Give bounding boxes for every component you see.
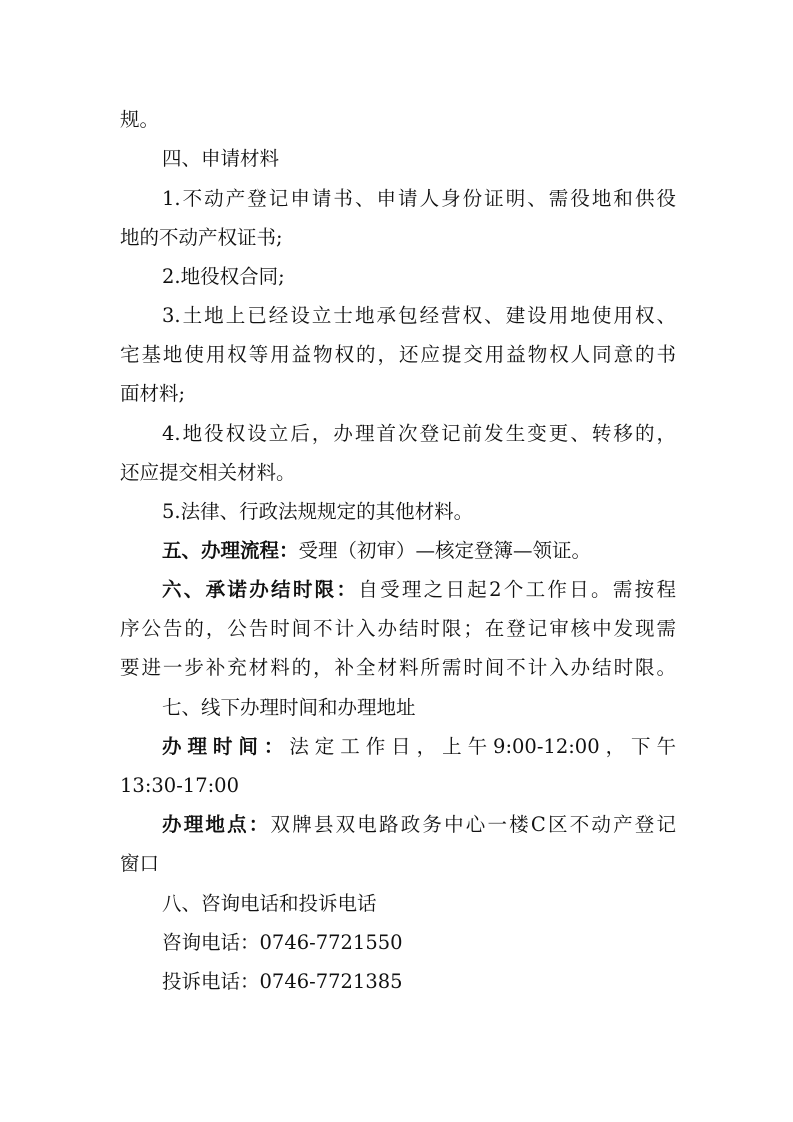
office-location-line-2: 窗口 xyxy=(120,852,160,875)
material-item-1-line-1: 1.不动产登记申请书、申请人身份证明、需役地和供役 xyxy=(162,187,676,210)
process-heading: 五、办理流程： xyxy=(162,539,299,562)
section-process xyxy=(162,541,676,561)
section-time-limit-line-2: 序公告的，公告时间不计入办结时限；在登记审核中发现需 xyxy=(120,617,676,640)
complaint-phone: 投诉电话：0746-7721385 xyxy=(162,970,403,993)
material-item-3-line-1: 3.土地上已经设立士地承包经营权、建设用地使用权、 xyxy=(162,304,676,327)
paragraph-tail: 规。 xyxy=(120,108,160,131)
section-heading-offline: 七、线下办理时间和办理地址 xyxy=(162,696,416,719)
section-heading-materials: 四、申请材料 xyxy=(162,147,280,170)
material-item-5: 5.法律、行政法规规定的其他材料。 xyxy=(162,500,474,523)
material-item-3-line-2: 宅基地使用权等用益物权的，还应提交用益物权人同意的书 xyxy=(120,343,676,366)
time-limit-text-1: 自受理之日起2个工作日。需按程 xyxy=(358,578,676,601)
material-item-2: 2.地役权合同; xyxy=(162,265,285,288)
material-item-3-line-3: 面材料; xyxy=(120,382,186,405)
section-time-limit-line-1 xyxy=(162,580,676,600)
office-hours-line-1 xyxy=(162,737,676,757)
office-location-line-1 xyxy=(162,815,676,835)
time-limit-heading: 六、承诺办结时限： xyxy=(162,578,359,601)
section-time-limit-line-3: 要进一步补充材料的，补全材料所需时间不计入办结时限。 xyxy=(120,656,676,679)
material-item-4-line-1: 4.地役权设立后，办理首次登记前发生变更、转移的， xyxy=(162,422,676,445)
office-hours-line-2: 13:30-17:00 xyxy=(120,774,239,797)
office-hours-label: 办理时间： xyxy=(162,735,290,758)
material-item-4-line-2: 还应提交相关材料。 xyxy=(120,461,296,484)
office-hours-text: 法定工作日，上午9:00-12:00，下午 xyxy=(289,735,676,758)
office-location-label: 办理地点： xyxy=(162,813,271,836)
section-heading-phone: 八、咨询电话和投诉电话 xyxy=(162,892,377,915)
material-item-1-line-2: 地的不动产权证书; xyxy=(120,226,283,249)
consult-phone: 咨询电话：0746-7721550 xyxy=(162,931,403,954)
process-text: 受理（初审）—核定登簿—领证。 xyxy=(298,539,592,562)
office-location-text: 双牌县双电路政务中心一楼C区不动产登记 xyxy=(270,813,676,836)
